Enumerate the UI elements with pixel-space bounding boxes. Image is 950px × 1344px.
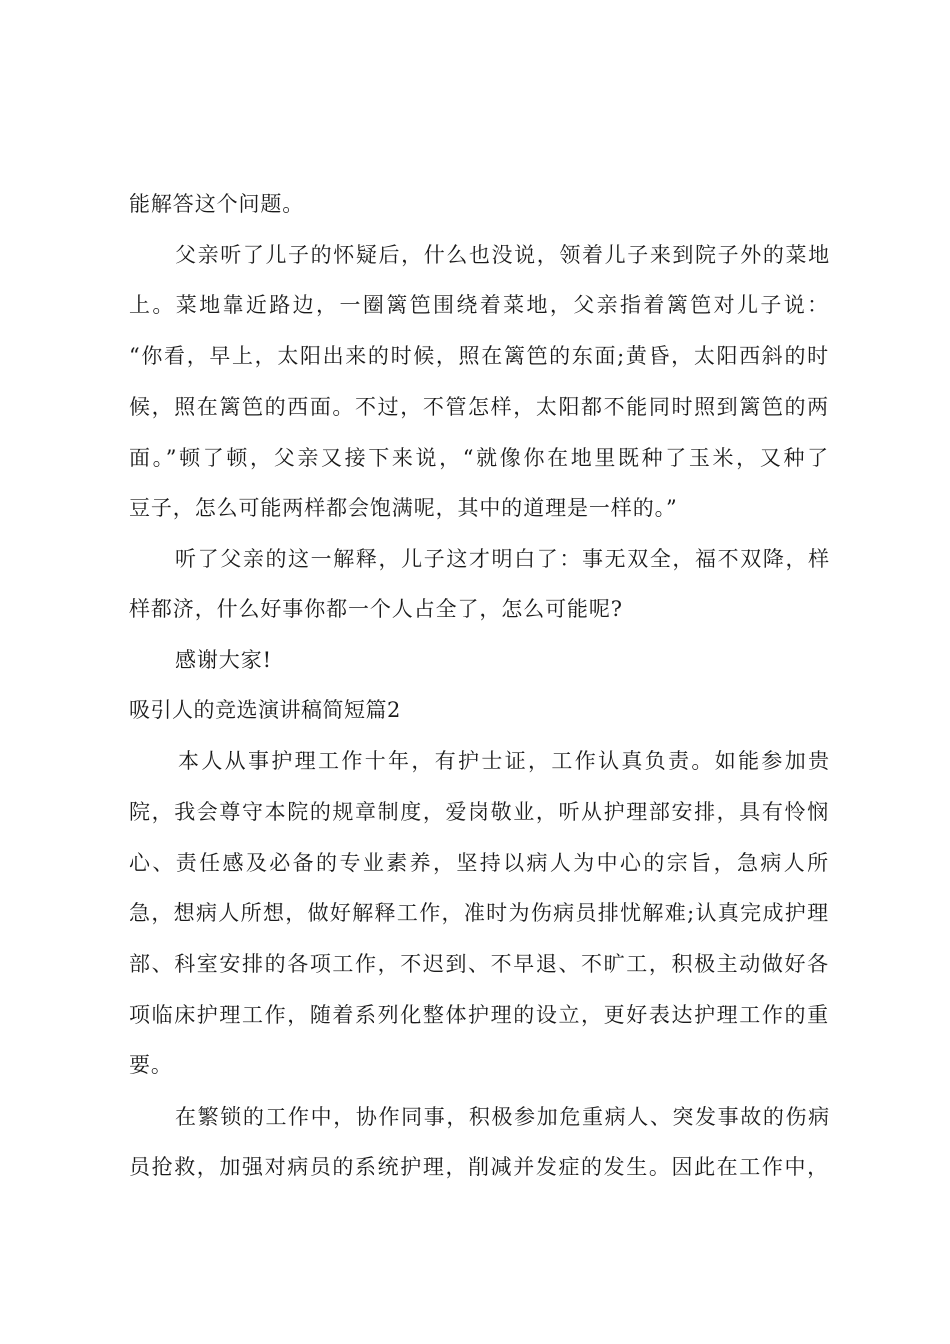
paragraph-first-line: 父亲听了儿子的怀疑后，什么也没说，领着儿子来到院子外的菜地 <box>175 243 830 267</box>
text-line: “你看，早上，太阳出来的时候，照在篱笆的东面;黄昏，太阳西斜的时 <box>129 344 829 368</box>
text-line: 急，想病人所想，做好解释工作，准时为伤病员排忧解难;认真完成护理 <box>129 901 829 925</box>
closing-line: 感谢大家! <box>175 648 272 672</box>
paragraph-first-line: 听了父亲的这一解释，儿子这才明白了：事无双全，福不双降，样 <box>175 547 830 571</box>
text-line: 心、责任感及必备的专业素养，坚持以病人为中心的宗旨，急病人所 <box>129 851 829 875</box>
text-line: 员抢救，加强对病员的系统护理，削减并发症的发生。因此在工作中， <box>129 1155 829 1179</box>
text-line: 项临床护理工作，随着系列化整体护理的设立，更好表达护理工作的重 <box>129 1003 829 1027</box>
text-line: 上。菜地靠近路边，一圈篱笆围绕着菜地，父亲指着篱笆对儿子说： <box>129 293 829 317</box>
text-line: 要。 <box>129 1053 173 1077</box>
text-line: 豆子，怎么可能两样都会饱满呢，其中的道理是一样的。” <box>129 496 678 520</box>
text-line: 院，我会尊守本院的规章制度，爱岗敬业，听从护理部安排，具有怜悯 <box>129 800 829 824</box>
paragraph-first-line: 在繁锁的工作中，协作同事，积极参加危重病人、突发事故的伤病 <box>175 1105 830 1129</box>
paragraph-first-line: 本人从事护理工作十年，有护士证，工作认真负责。如能参加贵 <box>178 749 830 773</box>
text-line: 样都济，什么好事你都一个人占全了，怎么可能呢? <box>129 597 623 621</box>
text-line: 能解答这个问题。 <box>129 192 305 216</box>
text-line: 面。”顿了顿，父亲又接下来说，“就像你在地里既种了玉米，又种了 <box>129 446 829 470</box>
text-line: 部、科室安排的各项工作，不迟到、不早退、不旷工，积极主动做好各 <box>129 952 829 976</box>
text-line: 候，照在篱笆的西面。不过，不管怎样，太阳都不能同时照到篱笆的两 <box>129 395 829 419</box>
section-heading: 吸引人的竞选演讲稿简短篇2 <box>129 698 401 722</box>
